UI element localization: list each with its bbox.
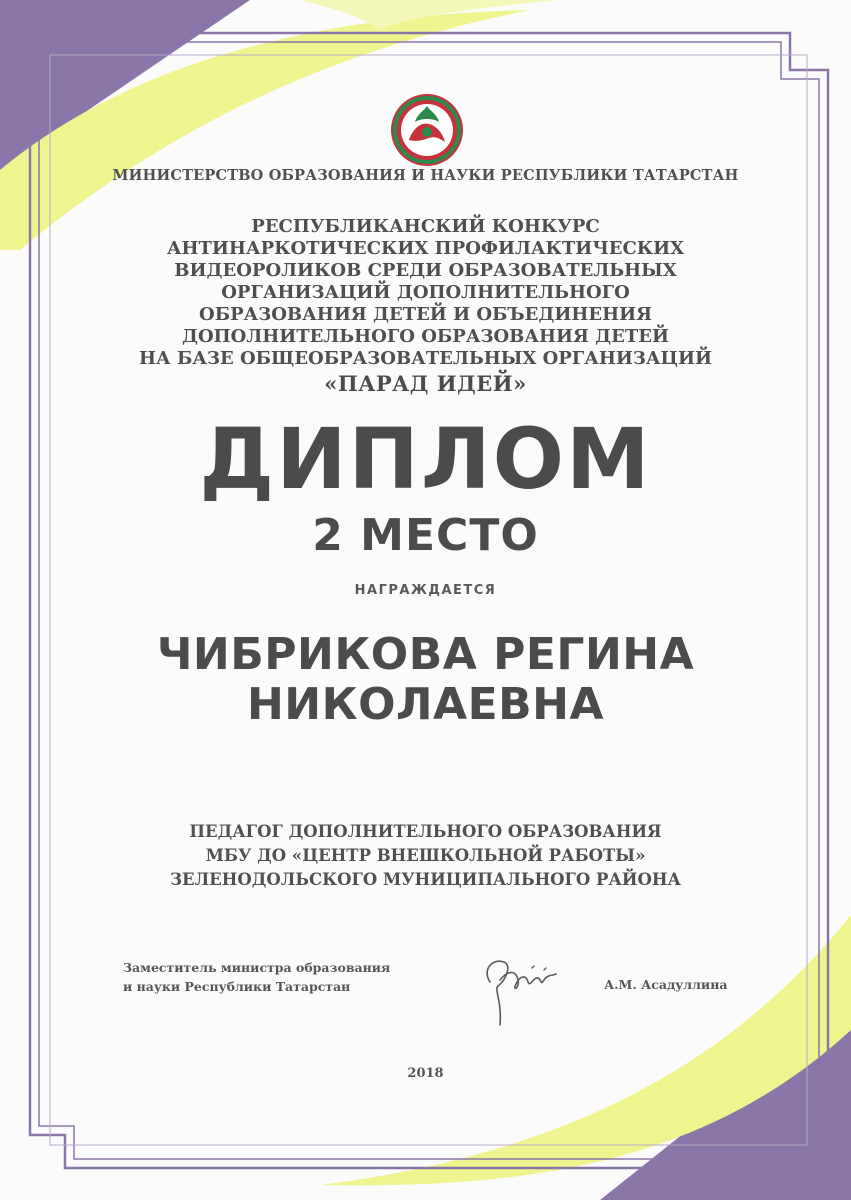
diploma-title: ДИПЛОМ xyxy=(199,410,652,508)
signatory-name: А.М. Асадуллина xyxy=(604,977,728,992)
position-line: МБУ ДО «ЦЕНТР ВНЕШКОЛЬНОЙ РАБОТЫ» xyxy=(205,846,646,865)
contest-line: ДОПОЛНИТЕЛЬНОГО ОБРАЗОВАНИЯ ДЕТЕЙ xyxy=(181,326,670,347)
recipient-position xyxy=(0,820,851,892)
handwritten-signature-icon xyxy=(472,940,572,1035)
position-line: ПЕДАГОГ ДОПОЛНИТЕЛЬНОГО ОБРАЗОВАНИЯ xyxy=(189,822,662,841)
contest-line: ОБРАЗОВАНИЯ ДЕТЕЙ И ОБЪЕДИНЕНИЯ xyxy=(199,304,652,325)
signatory-title xyxy=(123,958,390,996)
awarded-label: НАГРАЖДАЕТСЯ xyxy=(354,583,497,598)
contest-description xyxy=(0,216,851,370)
contest-line: ОРГАНИЗАЦИЙ ДОПОЛНИТЕЛЬНОГО xyxy=(221,282,630,303)
tatarstan-coat-of-arms-icon xyxy=(389,92,465,168)
signatory-title-line: и науки Республики Татарстан xyxy=(123,979,351,994)
recipient-name xyxy=(0,630,851,730)
recipient-name-line: НИКОЛАЕВНА xyxy=(246,679,605,730)
recipient-name-line: ЧИБРИКОВА РЕГИНА xyxy=(156,629,695,680)
issue-year: 2018 xyxy=(407,1066,444,1081)
award-place: 2 МЕСТО xyxy=(312,510,539,561)
ministry-name: МИНИСТЕРСТВО ОБРАЗОВАНИЯ И НАУКИ РЕСПУБЛИКИ ТАТАРСТАН xyxy=(112,167,739,184)
contest-line: ВИДЕОРОЛИКОВ СРЕДИ ОБРАЗОВАТЕЛЬНЫХ xyxy=(174,260,677,281)
signatory-title-line: Заместитель министра образования xyxy=(123,960,391,975)
position-line: ЗЕЛЕНОДОЛЬСКОГО МУНИЦИПАЛЬНОГО РАЙОНА xyxy=(170,870,681,889)
contest-line: РЕСПУБЛИКАНСКИЙ КОНКУРС xyxy=(251,216,600,237)
contest-line: НА БАЗЕ ОБЩЕОБРАЗОВАТЕЛЬНЫХ ОРГАНИЗАЦИЙ xyxy=(139,348,712,369)
contest-name: «ПАРАД ИДЕЙ» xyxy=(324,371,527,396)
contest-line: АНТИНАРКОТИЧЕСКИХ ПРОФИЛАКТИЧЕСКИХ xyxy=(166,238,685,259)
